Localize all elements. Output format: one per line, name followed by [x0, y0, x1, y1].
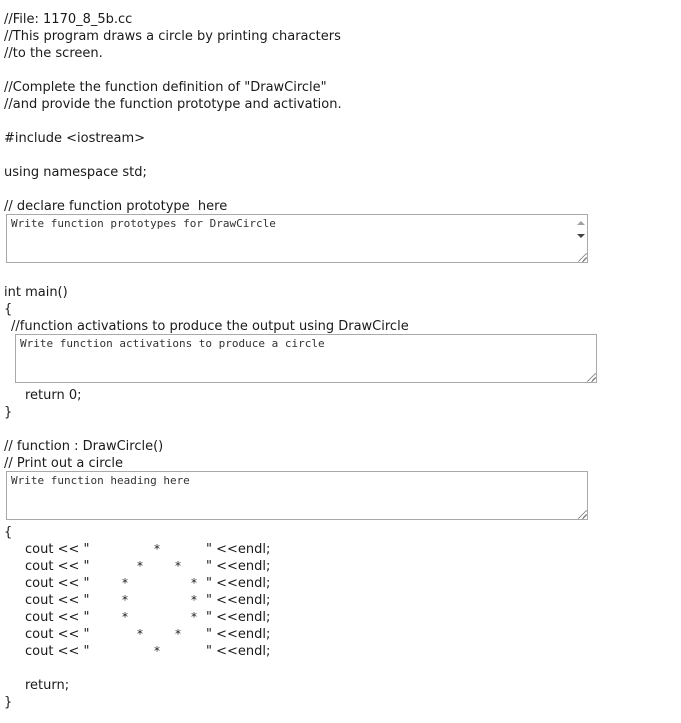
circle-star: *: [175, 627, 181, 641]
heading-textarea-wrapper: [6, 471, 588, 520]
cout-close: " <<endl;: [206, 576, 271, 591]
instruction-comment-1: //Complete the function definition of "DrawCircle": [4, 80, 327, 95]
function-close-brace: }: [4, 695, 13, 710]
prototype-textarea-wrapper: [6, 214, 588, 263]
cout-row: [25, 643, 271, 660]
circle-star: *: [191, 576, 197, 590]
activation-textarea-wrapper: [15, 334, 597, 383]
circle-star: *: [191, 610, 197, 624]
main-close-brace: }: [4, 405, 13, 420]
circle-star: *: [122, 610, 128, 624]
cout-keyword: cout << ": [25, 576, 90, 591]
cout-keyword: cout << ": [25, 644, 90, 659]
scroll-up-icon[interactable]: [577, 221, 585, 225]
cout-row: [25, 609, 271, 626]
main-signature: int main(): [4, 285, 68, 300]
heading-textarea[interactable]: [6, 471, 588, 520]
cout-keyword: cout << ": [25, 559, 90, 574]
cout-close: " <<endl;: [206, 559, 271, 574]
using-namespace: using namespace std;: [4, 165, 147, 180]
description-comment-1: //This program draws a circle by printing characters: [4, 29, 341, 44]
cout-close: " <<endl;: [206, 542, 271, 557]
cout-keyword: cout << ": [25, 610, 90, 625]
cout-close: " <<endl;: [206, 610, 271, 625]
circle-star: *: [137, 559, 143, 573]
cout-close: " <<endl;: [206, 627, 271, 642]
prototype-scrollbar[interactable]: [573, 215, 587, 249]
main-open-brace: {: [4, 302, 13, 317]
circle-star: *: [137, 627, 143, 641]
scroll-down-icon[interactable]: [577, 234, 585, 238]
cout-row: [25, 558, 271, 575]
cout-row: [25, 575, 271, 592]
activation-textarea[interactable]: [15, 334, 597, 383]
function-comment-desc: // Print out a circle: [4, 456, 124, 471]
cout-keyword: cout << ": [25, 627, 90, 642]
return-statement: return;: [25, 678, 70, 693]
circle-star: *: [154, 644, 160, 658]
function-comment-name: // function : DrawCircle(): [4, 439, 164, 454]
circle-star: *: [175, 559, 181, 573]
include-directive: #include <iostream>: [4, 131, 146, 146]
description-comment-2: //to the screen.: [4, 46, 103, 61]
prototype-comment: // declare function prototype here: [4, 199, 228, 214]
file-comment: //File: 1170_8_5b.cc: [4, 12, 133, 27]
circle-star: *: [122, 576, 128, 590]
activation-comment: //function activations to produce the output using DrawCircle: [11, 319, 409, 334]
cout-row: [25, 592, 271, 609]
circle-star: *: [191, 593, 197, 607]
cout-keyword: cout << ": [25, 593, 90, 608]
cout-keyword: cout << ": [25, 542, 90, 557]
circle-star: *: [122, 593, 128, 607]
cout-close: " <<endl;: [206, 644, 271, 659]
instruction-comment-2: //and provide the function prototype and activation.: [4, 97, 342, 112]
cout-close: " <<endl;: [206, 593, 271, 608]
return-zero: return 0;: [25, 388, 82, 403]
prototype-textarea[interactable]: [6, 214, 588, 263]
function-open-brace: {: [4, 525, 13, 540]
circle-star: *: [154, 542, 160, 556]
cout-row: [25, 626, 271, 643]
cout-row: [25, 541, 271, 558]
